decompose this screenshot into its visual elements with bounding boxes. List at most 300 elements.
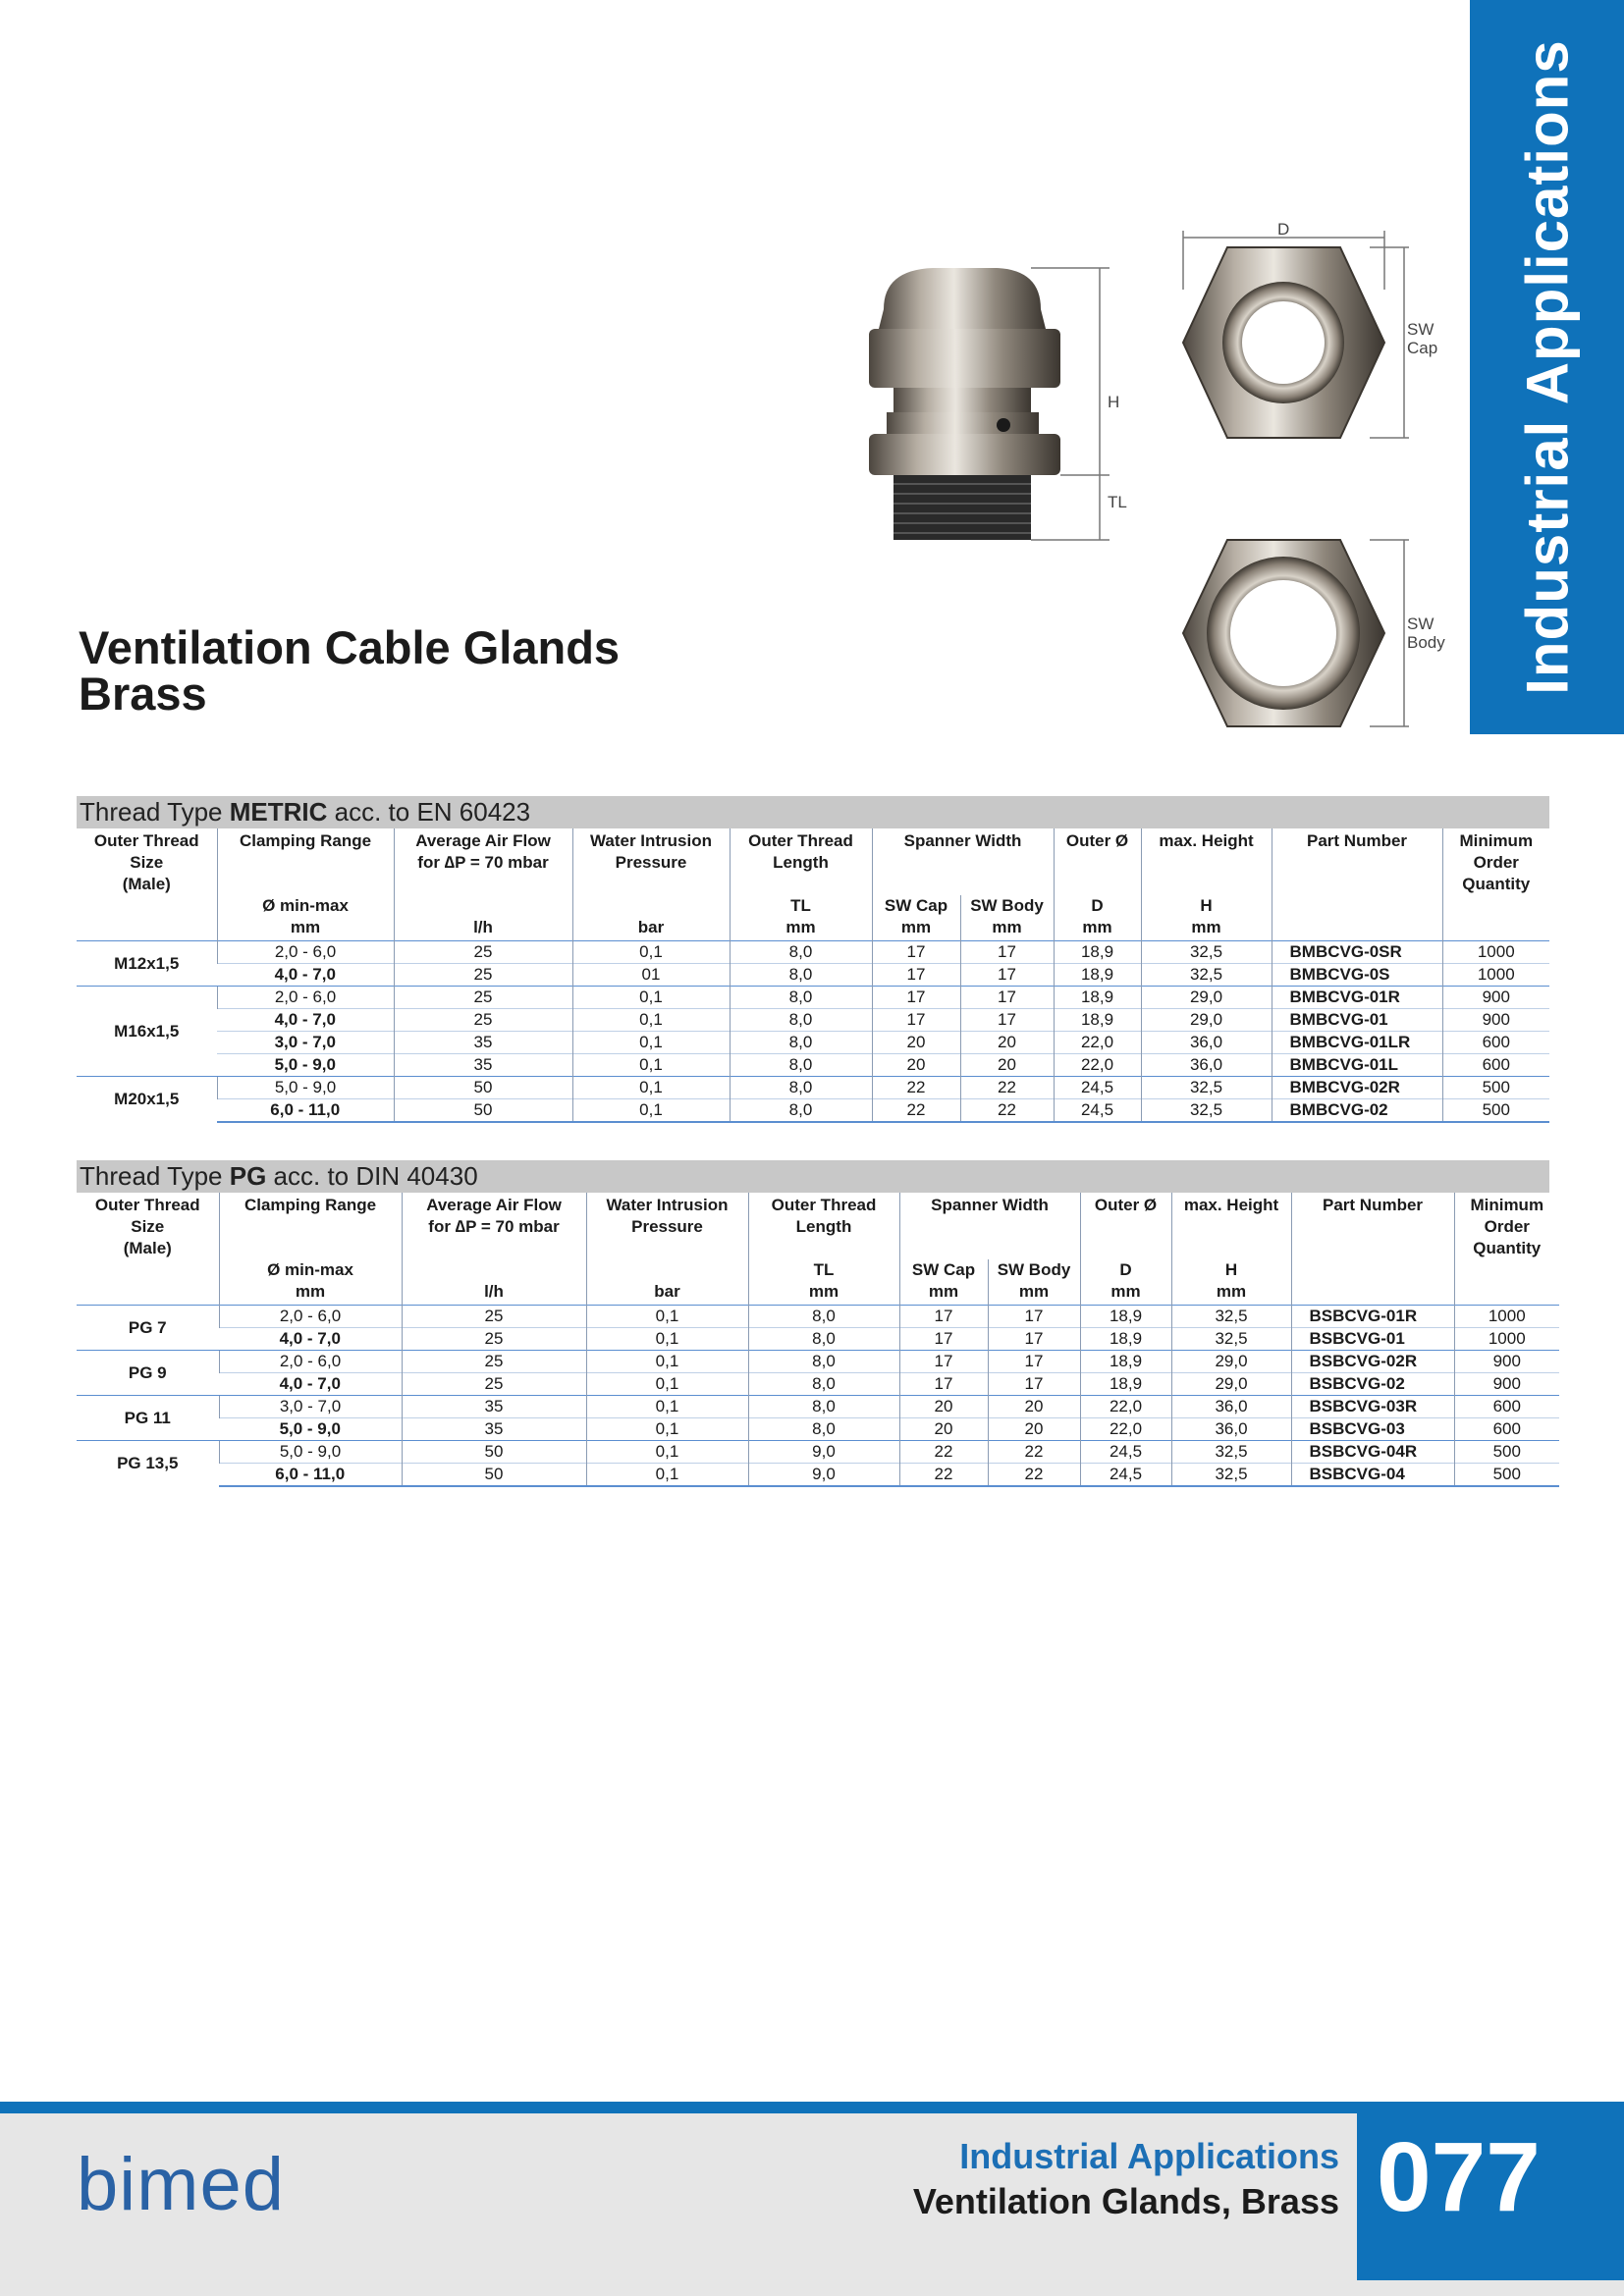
h-ot-1: Outer Thread <box>93 831 199 850</box>
table-row <box>77 1351 1559 1373</box>
thread-size-cell: M20x1,5 <box>77 1077 217 1123</box>
table-cell: 500 <box>1442 1077 1549 1099</box>
table-cell: 29,0 <box>1171 1351 1291 1373</box>
table-row <box>77 1306 1559 1328</box>
part-number-cell: BMBCVG-0SR <box>1272 941 1442 964</box>
pg-col-min-order <box>1454 1193 1559 1259</box>
table-cell: 5,0 - 9,0 <box>219 1418 402 1441</box>
part-number-cell: BSBCVG-04 <box>1291 1464 1454 1487</box>
pg-h-ol-u: mm <box>808 1282 839 1301</box>
pg-h-h: max. Height <box>1183 1196 1279 1214</box>
table-cell: 900 <box>1454 1373 1559 1396</box>
table-cell: 17 <box>960 1009 1054 1032</box>
table-cell: 01 <box>572 964 730 987</box>
h-h-u: mm <box>1191 918 1221 936</box>
pg-col-outer-thread <box>77 1193 219 1259</box>
table-cell: 0,1 <box>572 987 730 1009</box>
table-cell: 20 <box>960 1054 1054 1077</box>
pg-h-od: Outer Ø <box>1094 1196 1158 1214</box>
table-cell: 20 <box>899 1396 988 1418</box>
table-cell: 35 <box>394 1054 572 1077</box>
table-cell: 0,1 <box>586 1441 748 1464</box>
pg-h-ol-2: Length <box>795 1217 852 1236</box>
table-cell: 8,0 <box>730 1099 872 1123</box>
table-cell: 500 <box>1442 1099 1549 1123</box>
table-cell: 8,0 <box>730 1009 872 1032</box>
col-height <box>1141 828 1272 895</box>
pg-h-sp: Spanner Width <box>931 1196 1049 1214</box>
table-cell: 18,9 <box>1054 1009 1141 1032</box>
pg-h-empty <box>77 1259 219 1306</box>
h-h-s: H <box>1200 896 1213 915</box>
h-h: max. Height <box>1159 831 1254 850</box>
table-cell: 0,1 <box>586 1328 748 1351</box>
pg-h-pn: Part Number <box>1323 1196 1424 1214</box>
h-mo-sub <box>1442 895 1549 941</box>
table-cell: 25 <box>394 964 572 987</box>
table-cell: 3,0 - 7,0 <box>219 1396 402 1418</box>
table-cell: 22 <box>960 1099 1054 1123</box>
table-cell: 25 <box>402 1328 586 1351</box>
gland-top-view-cap <box>1183 247 1384 438</box>
part-number-cell: BSBCVG-03 <box>1291 1418 1454 1441</box>
pg-h-ol-s: TL <box>813 1260 835 1279</box>
h-ol-s: TL <box>790 896 811 915</box>
part-number-cell: BMBCVG-01LR <box>1272 1032 1442 1054</box>
table-cell: 17 <box>960 941 1054 964</box>
table-cell: 500 <box>1454 1441 1559 1464</box>
table-cell: 32,5 <box>1141 964 1272 987</box>
pg-h-od-u: mm <box>1110 1282 1141 1301</box>
table-cell: 36,0 <box>1141 1032 1272 1054</box>
table-cell: 17 <box>988 1306 1080 1328</box>
table-cell: 17 <box>872 941 960 964</box>
table-cell: 8,0 <box>730 1032 872 1054</box>
h-swc-l: SW Cap <box>884 896 948 915</box>
table-cell: 36,0 <box>1141 1054 1272 1077</box>
h-wi-1: Water Intrusion <box>589 831 713 850</box>
table-row <box>77 964 1549 987</box>
pg-h-af-u: l/h <box>484 1282 504 1301</box>
table-row <box>77 1077 1549 1099</box>
pg-col-outer-length <box>748 1193 899 1259</box>
table-cell: 32,5 <box>1141 1077 1272 1099</box>
table-cell: 8,0 <box>730 987 872 1009</box>
metric-data-table <box>77 828 1549 1123</box>
page-number: 077 <box>1377 2122 1541 2232</box>
table-cell: 1000 <box>1454 1328 1559 1351</box>
col-spanner <box>872 828 1054 895</box>
table-cell: 0,1 <box>586 1373 748 1396</box>
table-cell: 500 <box>1454 1464 1559 1487</box>
pg-title-pre: Thread Type <box>80 1161 230 1191</box>
h-od-s: D <box>1091 896 1104 915</box>
pg-h-swb <box>988 1259 1080 1306</box>
h-wi-2: Pressure <box>615 853 687 872</box>
table-cell: 4,0 - 7,0 <box>217 1009 394 1032</box>
table-cell: 17 <box>899 1351 988 1373</box>
table-cell: 1000 <box>1442 964 1549 987</box>
table-cell: 25 <box>394 987 572 1009</box>
table-cell: 25 <box>402 1373 586 1396</box>
table-cell: 5,0 - 9,0 <box>217 1054 394 1077</box>
table-cell: 17 <box>988 1351 1080 1373</box>
table-cell: 32,5 <box>1141 941 1272 964</box>
table-cell: 9,0 <box>748 1441 899 1464</box>
table-cell: 18,9 <box>1080 1351 1171 1373</box>
h-ol-1: Outer Thread <box>748 831 853 850</box>
pg-h-cl-u: mm <box>295 1282 326 1301</box>
table-cell: 22 <box>899 1441 988 1464</box>
h-af-u: l/h <box>473 918 493 936</box>
pg-h-ot-1: Outer Thread <box>94 1196 200 1214</box>
table-cell: 24,5 <box>1054 1099 1141 1123</box>
h-ol-u: mm <box>785 918 816 936</box>
table-row <box>77 1328 1559 1351</box>
pg-h-ot-2: Size <box>131 1217 165 1236</box>
pg-h-od-sub <box>1080 1259 1171 1306</box>
pg-h-h-u: mm <box>1216 1282 1247 1301</box>
side-tab-label: Industrial Applications <box>1514 39 1580 695</box>
thread-size-cell: M12x1,5 <box>77 941 217 987</box>
pg-col-height <box>1171 1193 1291 1259</box>
table-cell: 2,0 - 6,0 <box>217 987 394 1009</box>
table-row <box>77 1441 1559 1464</box>
pg-h-od-s: D <box>1119 1260 1132 1279</box>
pg-data-table <box>77 1193 1559 1487</box>
h-swb <box>960 895 1054 941</box>
part-number-cell: BSBCVG-02R <box>1291 1351 1454 1373</box>
table-row <box>77 1054 1549 1077</box>
dim-label-d: D <box>1277 221 1290 239</box>
pg-col-clamping <box>219 1193 402 1259</box>
table-cell: 20 <box>872 1032 960 1054</box>
table-cell: 8,0 <box>748 1328 899 1351</box>
table-cell: 8,0 <box>730 1054 872 1077</box>
h-pn-sub <box>1272 895 1442 941</box>
table-cell: 900 <box>1442 987 1549 1009</box>
metric-title-bold: METRIC <box>229 797 328 827</box>
table-cell: 17 <box>960 964 1054 987</box>
footer-category: Industrial Applications <box>959 2136 1339 2176</box>
pg-h-wi-1: Water Intrusion <box>606 1196 729 1214</box>
table-cell: 600 <box>1454 1396 1559 1418</box>
pg-h-h-sub <box>1171 1259 1291 1306</box>
part-number-cell: BMBCVG-01L <box>1272 1054 1442 1077</box>
col-part <box>1272 828 1442 895</box>
table-cell: 0,1 <box>586 1351 748 1373</box>
pg-h-af-1: Average Air Flow <box>426 1196 562 1214</box>
gland-top-view-body <box>1183 540 1384 726</box>
table-cell: 32,5 <box>1171 1464 1291 1487</box>
h-empty <box>77 895 217 941</box>
h-cl-sub <box>217 895 394 941</box>
h-od-sub <box>1054 895 1141 941</box>
table-cell: 32,5 <box>1171 1441 1291 1464</box>
table-cell: 1000 <box>1454 1306 1559 1328</box>
table-cell: 18,9 <box>1080 1373 1171 1396</box>
col-airflow <box>394 828 572 895</box>
dim-label-body: Body <box>1407 633 1445 652</box>
h-wi-sub <box>572 895 730 941</box>
part-number-cell: BMBCVG-02R <box>1272 1077 1442 1099</box>
pg-col-spanner <box>899 1193 1080 1259</box>
pg-h-cl-sub <box>219 1259 402 1306</box>
h-pn: Part Number <box>1307 831 1408 850</box>
pg-h-swb-u: mm <box>1018 1282 1050 1301</box>
table-cell: 50 <box>394 1099 572 1123</box>
table-cell: 50 <box>402 1464 586 1487</box>
table-cell: 17 <box>872 1009 960 1032</box>
table-cell: 20 <box>988 1396 1080 1418</box>
page-title <box>79 621 621 720</box>
table-cell: 8,0 <box>748 1396 899 1418</box>
table-cell: 22 <box>899 1464 988 1487</box>
table-cell: 29,0 <box>1141 987 1272 1009</box>
table-cell: 0,1 <box>586 1418 748 1441</box>
table-cell: 6,0 - 11,0 <box>217 1099 394 1123</box>
table-cell: 22,0 <box>1054 1054 1141 1077</box>
table-cell: 22 <box>872 1077 960 1099</box>
table-cell: 0,1 <box>586 1306 748 1328</box>
table-cell: 17 <box>872 964 960 987</box>
table-cell: 18,9 <box>1080 1328 1171 1351</box>
table-cell: 600 <box>1442 1054 1549 1077</box>
table-cell: 6,0 - 11,0 <box>219 1464 402 1487</box>
col-outer-thread <box>77 828 217 895</box>
table-cell: 20 <box>899 1418 988 1441</box>
table-cell: 29,0 <box>1171 1373 1291 1396</box>
table-cell: 18,9 <box>1080 1306 1171 1328</box>
table-cell: 18,9 <box>1054 941 1141 964</box>
table-cell: 17 <box>899 1328 988 1351</box>
table-cell: 4,0 - 7,0 <box>219 1328 402 1351</box>
table-row <box>77 1373 1559 1396</box>
table-cell: 4,0 - 7,0 <box>219 1373 402 1396</box>
pg-title-post: acc. to DIN 40430 <box>266 1161 478 1191</box>
thread-size-cell: M16x1,5 <box>77 987 217 1077</box>
h-ot-3: (Male) <box>122 875 171 893</box>
h-od: Outer Ø <box>1065 831 1129 850</box>
pg-h-swb-l: SW Body <box>997 1260 1071 1279</box>
pg-h-wi-2: Pressure <box>631 1217 703 1236</box>
table-cell: 17 <box>988 1328 1080 1351</box>
part-number-cell: BMBCVG-0S <box>1272 964 1442 987</box>
table-row <box>77 941 1549 964</box>
col-outer-d <box>1054 828 1141 895</box>
h-h-sub <box>1141 895 1272 941</box>
table-cell: 1000 <box>1442 941 1549 964</box>
h-swb-l: SW Body <box>970 896 1044 915</box>
thread-size-cell: PG 11 <box>77 1396 219 1441</box>
table-cell: 17 <box>899 1306 988 1328</box>
table-cell: 32,5 <box>1171 1328 1291 1351</box>
h-od-u: mm <box>1082 918 1112 936</box>
pg-table <box>77 1160 1549 1487</box>
metric-table <box>77 796 1549 1123</box>
table-cell: 18,9 <box>1054 987 1141 1009</box>
table-cell: 35 <box>394 1032 572 1054</box>
table-cell: 5,0 - 9,0 <box>219 1441 402 1464</box>
pg-h-pn-sub <box>1291 1259 1454 1306</box>
table-cell: 8,0 <box>730 941 872 964</box>
table-cell: 8,0 <box>748 1351 899 1373</box>
table-cell: 8,0 <box>730 964 872 987</box>
pg-col-airflow <box>402 1193 586 1259</box>
table-row <box>77 1418 1559 1441</box>
table-cell: 900 <box>1442 1009 1549 1032</box>
table-row <box>77 1032 1549 1054</box>
pg-h-mo-sub <box>1454 1259 1559 1306</box>
gland-side-view <box>869 268 1060 540</box>
table-cell: 20 <box>988 1418 1080 1441</box>
dim-label-tl: TL <box>1108 493 1127 511</box>
h-cl-s: Ø min-max <box>262 896 349 915</box>
metric-title-pre: Thread Type <box>80 797 230 827</box>
table-cell: 25 <box>402 1351 586 1373</box>
h-af-1: Average Air Flow <box>415 831 551 850</box>
table-cell: 8,0 <box>748 1373 899 1396</box>
part-number-cell: BMBCVG-01 <box>1272 1009 1442 1032</box>
part-number-cell: BMBCVG-02 <box>1272 1099 1442 1123</box>
pg-h-af-sub <box>402 1259 586 1306</box>
table-cell: 22 <box>872 1099 960 1123</box>
pg-h-ol-1: Outer Thread <box>771 1196 877 1214</box>
table-cell: 17 <box>960 987 1054 1009</box>
table-cell: 20 <box>872 1054 960 1077</box>
table-cell: 36,0 <box>1171 1418 1291 1441</box>
table-cell: 9,0 <box>748 1464 899 1487</box>
pg-col-water <box>586 1193 748 1259</box>
table-cell: 0,1 <box>586 1396 748 1418</box>
page-title-line2: Brass <box>79 667 207 720</box>
table-cell: 25 <box>394 941 572 964</box>
table-cell: 22 <box>988 1441 1080 1464</box>
pg-h-h-s: H <box>1224 1260 1238 1279</box>
h-swc <box>872 895 960 941</box>
table-cell: 0,1 <box>586 1464 748 1487</box>
pg-col-part <box>1291 1193 1454 1259</box>
part-number-cell: BSBCVG-03R <box>1291 1396 1454 1418</box>
table-cell: 0,1 <box>572 1054 730 1077</box>
table-cell: 17 <box>899 1373 988 1396</box>
table-cell: 3,0 - 7,0 <box>217 1032 394 1054</box>
pg-h-ol-sub <box>748 1259 899 1306</box>
part-number-cell: BSBCVG-04R <box>1291 1441 1454 1464</box>
table-row <box>77 1099 1549 1123</box>
table-cell: 17 <box>872 987 960 1009</box>
dim-label-cap: Cap <box>1407 339 1438 357</box>
table-cell: 25 <box>394 1009 572 1032</box>
col-outer-length <box>730 828 872 895</box>
table-cell: 29,0 <box>1141 1009 1272 1032</box>
pg-col-outer-d <box>1080 1193 1171 1259</box>
table-cell: 22 <box>988 1464 1080 1487</box>
pg-h-swc <box>899 1259 988 1306</box>
h-wi-u: bar <box>637 918 665 936</box>
pg-h-cl-s: Ø min-max <box>267 1260 353 1279</box>
table-cell: 0,1 <box>572 1099 730 1123</box>
table-cell: 8,0 <box>730 1077 872 1099</box>
h-cl: Clamping Range <box>239 831 372 850</box>
part-number-cell: BSBCVG-01R <box>1291 1306 1454 1328</box>
table-cell: 8,0 <box>748 1418 899 1441</box>
table-cell: 0,1 <box>572 1009 730 1032</box>
pg-h-swc-l: SW Cap <box>911 1260 976 1279</box>
metric-title-post: acc. to EN 60423 <box>327 797 531 827</box>
dim-label-sw-body: SW <box>1407 614 1435 633</box>
table-cell: 24,5 <box>1080 1464 1171 1487</box>
h-cl-u: mm <box>290 918 321 936</box>
table-cell: 0,1 <box>572 1077 730 1099</box>
h-ot-2: Size <box>130 853 164 872</box>
table-cell: 22,0 <box>1080 1396 1171 1418</box>
pg-h-ot-3: (Male) <box>123 1239 172 1257</box>
table-cell: 22,0 <box>1054 1032 1141 1054</box>
h-sp: Spanner Width <box>903 831 1022 850</box>
table-cell: 50 <box>402 1441 586 1464</box>
pg-h-af-2: for ∆P = 70 mbar <box>428 1217 560 1236</box>
table-row <box>77 987 1549 1009</box>
h-swc-u: mm <box>900 918 932 936</box>
h-af-sub <box>394 895 572 941</box>
h-mo-1: Minimum <box>1459 831 1534 850</box>
table-cell: 50 <box>394 1077 572 1099</box>
thread-size-cell: PG 7 <box>77 1306 219 1351</box>
table-cell: 22,0 <box>1080 1418 1171 1441</box>
h-swb-u: mm <box>992 918 1022 936</box>
table-cell: 900 <box>1454 1351 1559 1373</box>
table-row <box>77 1009 1549 1032</box>
pg-h-wi-sub <box>586 1259 748 1306</box>
table-cell: 25 <box>402 1306 586 1328</box>
table-row <box>77 1464 1559 1487</box>
table-cell: 0,1 <box>572 1032 730 1054</box>
part-number-cell: BSBCVG-01 <box>1291 1328 1454 1351</box>
dim-label-sw-cap: SW <box>1407 320 1435 339</box>
table-cell: 17 <box>988 1373 1080 1396</box>
col-water <box>572 828 730 895</box>
table-cell: 24,5 <box>1080 1441 1171 1464</box>
table-cell: 2,0 - 6,0 <box>219 1306 402 1328</box>
pg-h-mo-2: Order <box>1484 1217 1530 1236</box>
h-ol-sub <box>730 895 872 941</box>
table-cell: 24,5 <box>1054 1077 1141 1099</box>
table-cell: 0,1 <box>572 941 730 964</box>
table-cell: 36,0 <box>1171 1396 1291 1418</box>
table-cell: 5,0 - 9,0 <box>217 1077 394 1099</box>
page-title-line1: Ventilation Cable Glands <box>79 621 621 673</box>
h-mo-2: Order <box>1473 853 1519 872</box>
side-tab <box>1470 0 1624 734</box>
pg-table-title <box>77 1160 1549 1193</box>
table-cell: 18,9 <box>1054 964 1141 987</box>
thread-size-cell: PG 13,5 <box>77 1441 219 1487</box>
part-number-cell: BSBCVG-02 <box>1291 1373 1454 1396</box>
table-cell: 22 <box>960 1077 1054 1099</box>
table-cell: 4,0 - 7,0 <box>217 964 394 987</box>
table-cell: 2,0 - 6,0 <box>219 1351 402 1373</box>
table-cell: 32,5 <box>1171 1306 1291 1328</box>
table-cell: 20 <box>960 1032 1054 1054</box>
h-mo-3: Quantity <box>1462 875 1531 893</box>
dim-label-h: H <box>1108 393 1120 411</box>
pg-h-mo-3: Quantity <box>1473 1239 1542 1257</box>
pg-h-mo-1: Minimum <box>1470 1196 1544 1214</box>
table-cell: 35 <box>402 1418 586 1441</box>
table-cell: 32,5 <box>1141 1099 1272 1123</box>
h-af-2: for ∆P = 70 mbar <box>417 853 549 872</box>
